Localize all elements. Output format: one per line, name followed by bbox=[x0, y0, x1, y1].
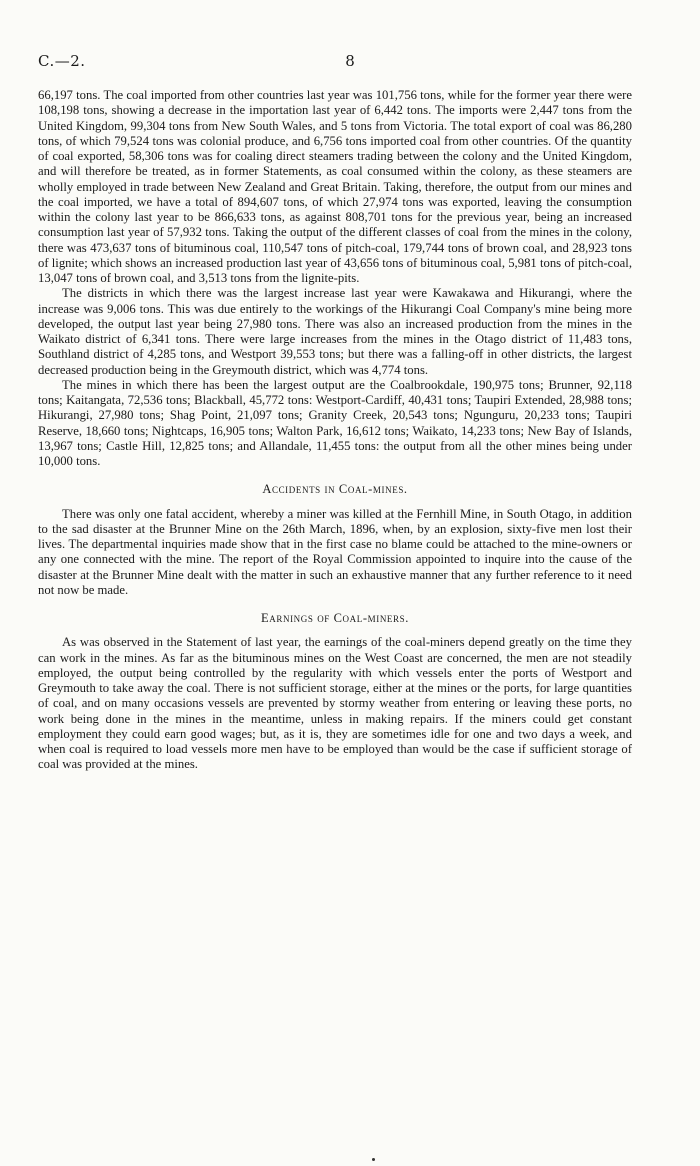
page-header bbox=[38, 52, 662, 72]
paragraph-earnings: As was observed in the Statement of last year, the earnings of the coal-miners depend greatly on the time they can work in the mines. As far as the bituminous mines on the West Coast are concerned, the men are not steadily employed, the output being controlled by the regularity with which vessels enter the ports of Westport and Greymouth to take away the coal. There is not sufficient storage, either at the mines or the ports, for large quantities of coal, and on many occasions vessels are prevented by stormy weather from entering or leaving these ports, no work being done in the mines in the meantime, unless in making repairs. If the miners could get constant employment they could earn good wages; but, as it is, they are sometimes idle for one and two days a week, and when coal is required to load vessels more men have to be employed than would be the case if sufficient storage of coal was provided at the mines. bbox=[38, 635, 632, 772]
heading-accidents: Accidents in Coal-mines. bbox=[262, 482, 408, 497]
paragraph-mines-output: The mines in which there has been the largest output are the Coalbrookdale, 190,975 tons; Brunner, 92,118 tons; Kaitangata, 72,536 tons; Blackball, 45,772 tons: Westport-Cardiff, 40,431 tons; Taupiri Extended, 28,988 tons; Hikurangi, 27,980 tons; Shag Point, 21,097 tons; Granity Creek, 20,543 tons; Ngunguru, 20,233 tons; Taupiri Reserve, 18,660 tons; Nightcaps, 16,905 tons; Walton Park, 16,612 tons; Waikato, 14,233 tons; New Bay of Islands, 13,967 tons; Castle Hill, 12,825 tons; and Allandale, 11,455 tons: the output from all the other mines being under 10,000 tons. bbox=[38, 377, 632, 468]
heading-earnings: Earnings of Coal-miners. bbox=[261, 611, 409, 625]
page-body bbox=[38, 88, 632, 773]
paragraph-coal-imports: 66,197 tons. The coal imported from other countries last year was 101,756 tons, while for the former year there were 108,198 tons, showing a decrease in the importation last year of 6,442 tons. The imports were 2,447 tons from the United Kingdom, 99,304 tons from New South Wales, and 5 tons from Victoria. The total export of coal was 86,280 tons, of which 79,524 tons was colonial produce, and 6,756 tons imported coal from other countries. Of the quantity of coal exported, 58,306 tons was for coaling direct steamers trading between the colony and the United Kingdom, and will therefore be treated, as in former Statements, as coal consumed within the colony, as these steamers are wholly employed in trade between New Zealand and Great Britain. Taking, therefore, the output from our mines and the coal imported, we have a total of 894,607 tons, of which 27,974 tons was exported, leaving the consumption within the colony last year to be 866,633 tons, as against 808,701 tons for the previous year, being an increased consumption last year of 57,932 tons. Taking the output of the different classes of coal from the mines in the colony, there was 473,637 tons of bituminous coal, 110,547 tons of pitch-coal, 179,744 tons of brown coal, and 28,923 tons of lignite; which shows an increased production last year of 43,656 tons of bituminous coal, 5,981 tons of pitch-coal, 13,047 tons of brown coal, and 3,513 tons from the lignite-pits. bbox=[38, 88, 632, 285]
document-reference: C.—2. bbox=[38, 52, 86, 70]
page-number: 8 bbox=[345, 52, 355, 70]
paragraph-accidents: There was only one fatal accident, whereby a miner was killed at the Fernhill Mine, in South Otago, in addition to the sad disaster at the Brunner Mine on the 26th March, 1896, when, by an explosion, sixty-five men lost their lives. The departmental inquiries made show that in the first case no blame could be attached to the mine-owners or any one connected with the mine. The report of the Royal Commission appointed to inquire into the cause of the disaster at the Brunner Mine dealt with the matter in such an exhaustive manner that any further reference to it need not now be made. bbox=[38, 506, 632, 597]
footer-dot bbox=[372, 1158, 375, 1161]
paragraph-districts: The districts in which there was the largest increase last year were Kawakawa and Hikurangi, where the increase was 9,006 tons. This was due entirely to the workings of the Hikurangi Coal Company's mine being more developed, the output last year being 27,980 tons. There was also an increased production from the mines in the Waikato district of 6,341 tons. There were large increases from the mines in the Otago district of 11,483 tons, Southland district of 4,285 tons, and Westport 39,553 tons; but there was a falling-off in other districts, the largest decreased production being in the Greymouth district, which was 4,774 tons. bbox=[38, 286, 632, 377]
